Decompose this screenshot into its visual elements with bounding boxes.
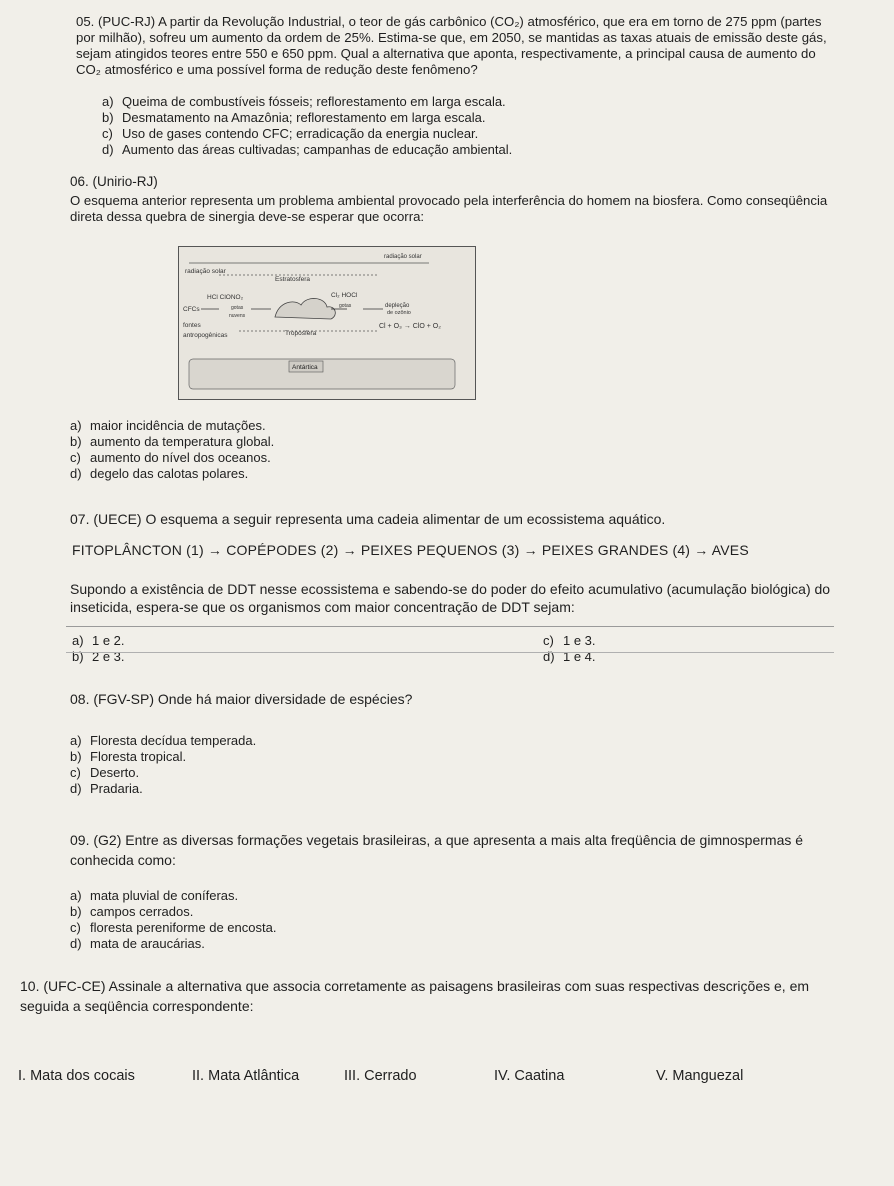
question-06-text: O esquema anterior representa um problema ambiental provocado pela interferência do homem na biosfera. Como conseqüência direta dessa quebra de sinergia deve-se esperar que ocorra:: [70, 193, 828, 224]
label-cl2-hocl: Cl₂ HOCl: [331, 292, 358, 299]
label-reaction: Cl + O₃ → ClO + O₂: [379, 323, 441, 330]
q06-option-d[interactable]: d) degelo das calotas polares.: [70, 466, 249, 481]
question-08: [70, 690, 834, 708]
q08-option-a[interactable]: a) Floresta decídua temperada.: [70, 733, 257, 748]
question-08-options: [70, 733, 256, 797]
landscape-1: I. Mata dos cocais: [18, 1068, 135, 1084]
q08-option-c[interactable]: c) Deserto.: [70, 765, 140, 780]
q07-option-a[interactable]: a) 1 e 2.: [72, 633, 125, 648]
question-06: [70, 174, 834, 225]
q06-option-b[interactable]: b) aumento da temperatura global.: [70, 434, 275, 449]
landscape-4: IV. Caatina: [494, 1068, 565, 1084]
q09-option-a[interactable]: a) mata pluvial de coníferas.: [70, 888, 239, 903]
question-08-text: 08. (FGV-SP) Onde há maior diversidade de espécies?: [70, 691, 413, 707]
question-07-text2: Supondo a existência de DDT nesse ecossistema e sabendo-se do poder do efeito acumulativo (acumulação biológica) do inseticida, espera-se que os organismos com maior concentração de DDT sejam:: [70, 581, 831, 615]
landscape-5: V. Manguezal: [656, 1068, 744, 1084]
landscape-3: III. Cerrado: [344, 1068, 417, 1084]
food-chain: FITOPLÂNCTON (1) → COPÉPODES (2) → PEIXES PEQUENOS (3) → PEIXES GRANDES (4) → AVES: [72, 542, 749, 558]
question-05: [76, 14, 836, 78]
question-06-header: 06. (Unirio-RJ): [70, 174, 158, 189]
question-09-text: 09. (G2) Entre as diversas formações vegetais brasileiras, a que apresenta a mais alta freqüência de gimnospermas é conhecida como:: [70, 832, 804, 868]
q06-option-c[interactable]: c) aumento do nível dos oceanos.: [70, 450, 271, 465]
label-gotas-2: gotas: [339, 303, 352, 309]
q07-option-b[interactable]: b) 2 e 3.: [72, 649, 125, 664]
label-antropogenicas: antropogênicas: [183, 332, 228, 339]
label-radiacao-solar: radiação solar: [185, 268, 226, 275]
q07-option-d[interactable]: d) 1 e 4.: [543, 649, 596, 664]
q08-option-b[interactable]: b) Floresta tropical.: [70, 749, 187, 764]
q05-option-d[interactable]: d) Aumento das áreas cultivadas; campanhas de educação ambiental.: [102, 142, 513, 157]
question-07: [70, 510, 834, 528]
label-nuvens: nuvens: [229, 313, 246, 319]
landscape-2: II. Mata Atlântica: [192, 1068, 300, 1084]
label-troposfera: Troposfera: [285, 330, 317, 337]
label-de-ozonio: de ozônio: [387, 310, 411, 316]
ozone-diagram-svg: [179, 247, 475, 399]
label-gotas: gotas: [231, 305, 244, 311]
q05-option-b[interactable]: b) Desmatamento na Amazônia; reflorestamento em larga escala.: [102, 110, 486, 125]
question-07-text: 07. (UECE) O esquema a seguir representa uma cadeia alimentar de um ecossistema aquático.: [70, 511, 666, 527]
label-radiacao-solar-top: radiação solar: [384, 254, 422, 260]
question-07-options: [72, 633, 714, 665]
q05-option-c[interactable]: c) Uso de gases contendo CFC; erradicação da energia nuclear.: [102, 126, 479, 141]
label-fontes: fontes: [183, 322, 201, 329]
q08-option-d[interactable]: d) Pradaria.: [70, 781, 143, 796]
question-10-text: 10. (UFC-CE) Assinale a alternativa que associa corretamente as paisagens brasileiras com suas respectivas descrições e, em seguida a seqüência correspondente:: [20, 978, 810, 1014]
q05-option-a[interactable]: a) Queima de combustíveis fósseis; reflorestamento em larga escala.: [102, 94, 506, 109]
q09-option-d[interactable]: d) mata de araucárias.: [70, 936, 205, 951]
q09-option-b[interactable]: b) campos cerrados.: [70, 904, 194, 919]
ozone-depletion-diagram: [178, 246, 476, 400]
q09-option-c[interactable]: c) floresta pereniforme de encosta.: [70, 920, 277, 935]
label-deplecao: depleção: [385, 303, 410, 309]
question-09-options: [70, 888, 276, 952]
label-cfcs: CFCs: [183, 306, 200, 313]
question-05-text: 05. (PUC-RJ) A partir da Revolução Industrial, o teor de gás carbônico (CO₂) atmosférico, que era em torno de 275 ppm (partes por milhão), sofreu um aumento da ordem de 25%. Estima-se que, em 2050, se mantidas as taxas atuais de emissão deste gás, sejam atingidos teores entre 550 e 650 ppm. Qual a alternativa que aponta, respectivamente, a principal causa de aumento do CO₂ atmosférico e uma possível forma de redução deste fenômeno?: [76, 14, 827, 77]
label-hcl-clono: HCl ClONO₂: [207, 294, 244, 301]
question-05-options: [102, 94, 512, 158]
q06-option-a[interactable]: a) maior incidência de mutações.: [70, 418, 266, 433]
label-estratosfera: Estratosfera: [275, 276, 311, 283]
divider-top: [66, 626, 834, 627]
question-09: [70, 830, 854, 870]
question-10: [20, 976, 834, 1016]
question-07-body: [70, 580, 834, 616]
divider-bottom: [66, 652, 834, 653]
question-06-options: [70, 418, 274, 482]
label-antartica: Antártica: [292, 364, 318, 371]
q07-option-c[interactable]: c) 1 e 3.: [543, 633, 596, 648]
